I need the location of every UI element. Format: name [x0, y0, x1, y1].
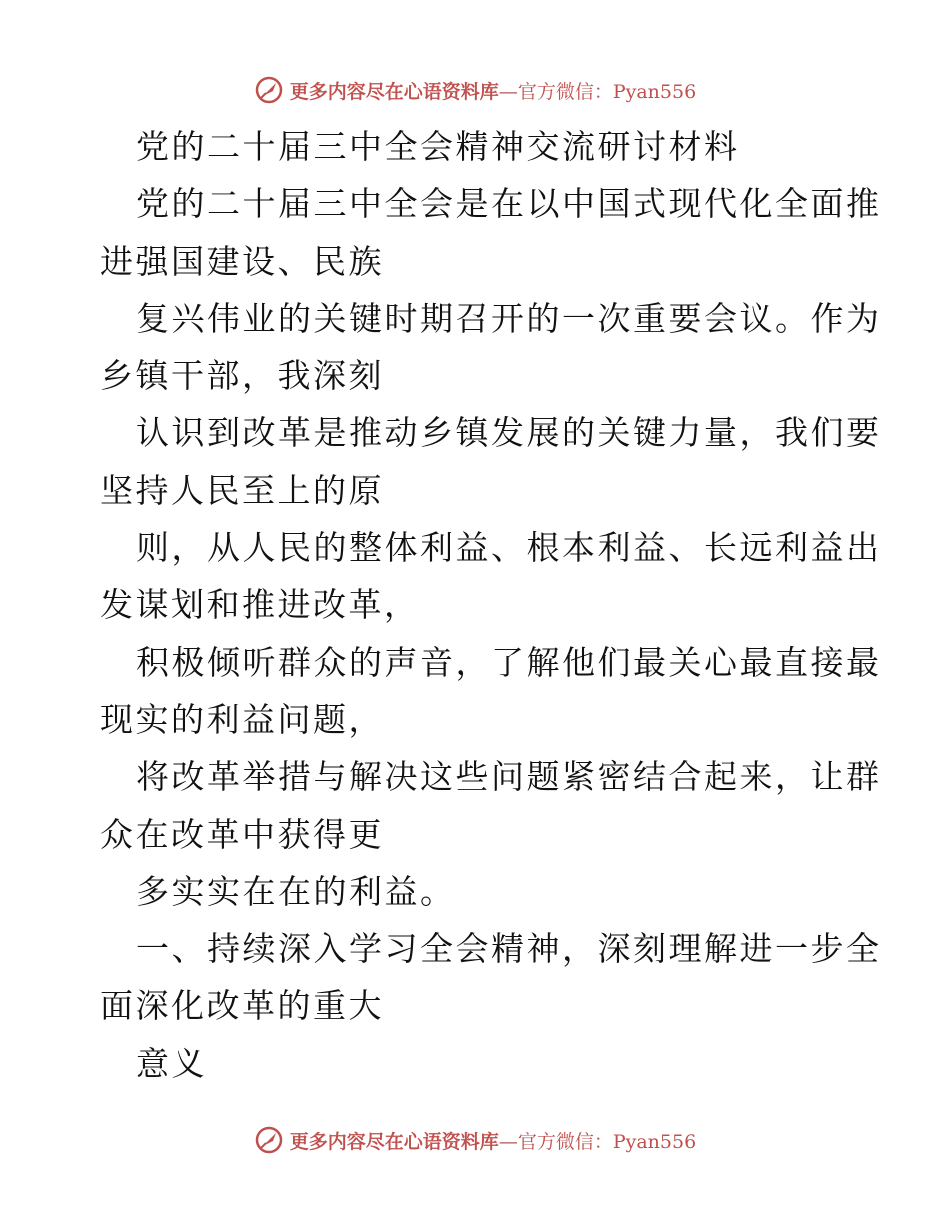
document-line: 则，从人民的整体利益、根本利益、长远利益出 [136, 528, 882, 568]
document-line: 多实实在在的利益。 [136, 871, 456, 911]
document-line: 坚持人民至上的原 [100, 470, 384, 510]
quill-logo-icon [254, 75, 284, 105]
document-line: 面深化改革的重大 [100, 986, 384, 1026]
watermark-site-name: 更多内容尽在心语资料库 [289, 80, 499, 103]
document-line: 现实的利益问题， [100, 699, 384, 739]
watermark-text [290, 77, 696, 104]
watermark-site-name: 更多内容尽在心语资料库 [289, 1130, 499, 1153]
document-line: 一、持续深入学习全会精神，深刻理解进一步全 [136, 929, 882, 969]
watermark-wechat-id: Pyan556 [612, 1130, 697, 1153]
footer-watermark-banner [0, 1120, 950, 1160]
header-watermark-banner [0, 70, 950, 110]
watermark-wechat-id: Pyan556 [612, 80, 697, 103]
watermark-separator: — [498, 1130, 518, 1153]
watermark-separator: — [498, 80, 518, 103]
document-line: 意义 [136, 1043, 207, 1083]
watermark-wechat-label: 官方微信： [517, 1130, 613, 1153]
document-line: 党的二十届三中全会精神交流研讨材料 [136, 127, 740, 166]
document-line: 发谋划和推进改革， [100, 585, 420, 625]
document-line: 众在改革中获得更 [100, 814, 384, 854]
document-line: 党的二十届三中全会是在以中国式现代化全面推 [136, 184, 882, 224]
document-line: 复兴伟业的关键时期召开的一次重要会议。作为 [136, 298, 882, 338]
document-body [100, 118, 882, 1092]
document-line: 乡镇干部，我深刻 [100, 356, 384, 396]
watermark-text [290, 1127, 696, 1154]
document-line: 认识到改革是推动乡镇发展的关键力量，我们要 [136, 413, 882, 453]
watermark-wechat-label: 官方微信： [517, 80, 613, 103]
document-line: 进强国建设、民族 [100, 241, 384, 281]
document-line: 将改革举措与解决这些问题紧密结合起来，让群 [136, 757, 882, 797]
document-line: 积极倾听群众的声音，了解他们最关心最直接最 [136, 642, 882, 682]
quill-logo-icon [254, 1125, 284, 1155]
